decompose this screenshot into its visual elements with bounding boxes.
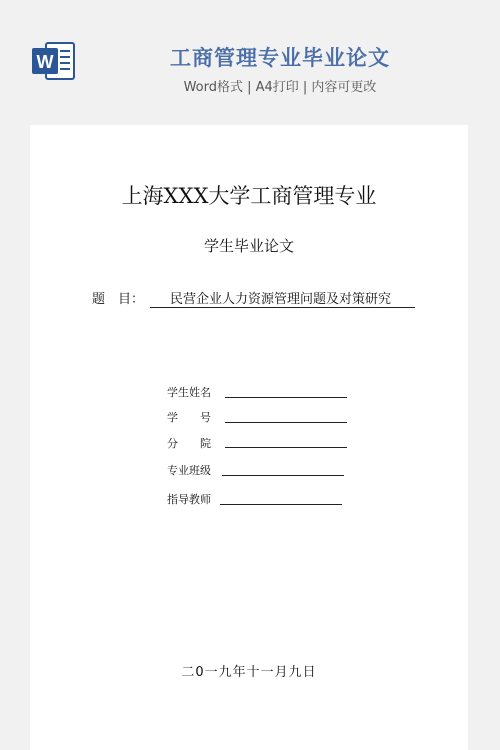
field-label-student-name: 学生姓名	[167, 386, 211, 399]
field-line-student-id	[225, 422, 347, 423]
field-line-advisor	[220, 504, 342, 505]
topic-underline	[150, 307, 415, 308]
field-label-class: 专业班级	[167, 464, 211, 477]
field-label-student-id: 学 号	[167, 411, 211, 424]
header-title: 工商管理专业毕业论文	[170, 46, 390, 70]
page-header	[0, 0, 500, 125]
field-label-college: 分 院	[167, 437, 211, 450]
field-line-college	[225, 447, 347, 448]
document-title: 上海XXX大学工商管理专业	[121, 184, 377, 208]
document-date: 二0一九年十一月九日	[181, 665, 317, 680]
header-subtitle: Word格式 | A4打印 | 内容可更改	[183, 80, 377, 95]
document-page	[30, 125, 468, 750]
field-line-class	[222, 475, 344, 476]
topic-value: 民营企业人力资源管理问题及对策研究	[170, 292, 392, 307]
field-line-student-name	[225, 397, 347, 398]
word-document-icon	[30, 40, 78, 82]
document-subtitle: 学生毕业论文	[203, 237, 294, 255]
topic-label: 题 目：	[92, 292, 145, 307]
word-icon-letter: W	[36, 52, 54, 72]
field-label-advisor: 指导教师	[167, 493, 211, 506]
